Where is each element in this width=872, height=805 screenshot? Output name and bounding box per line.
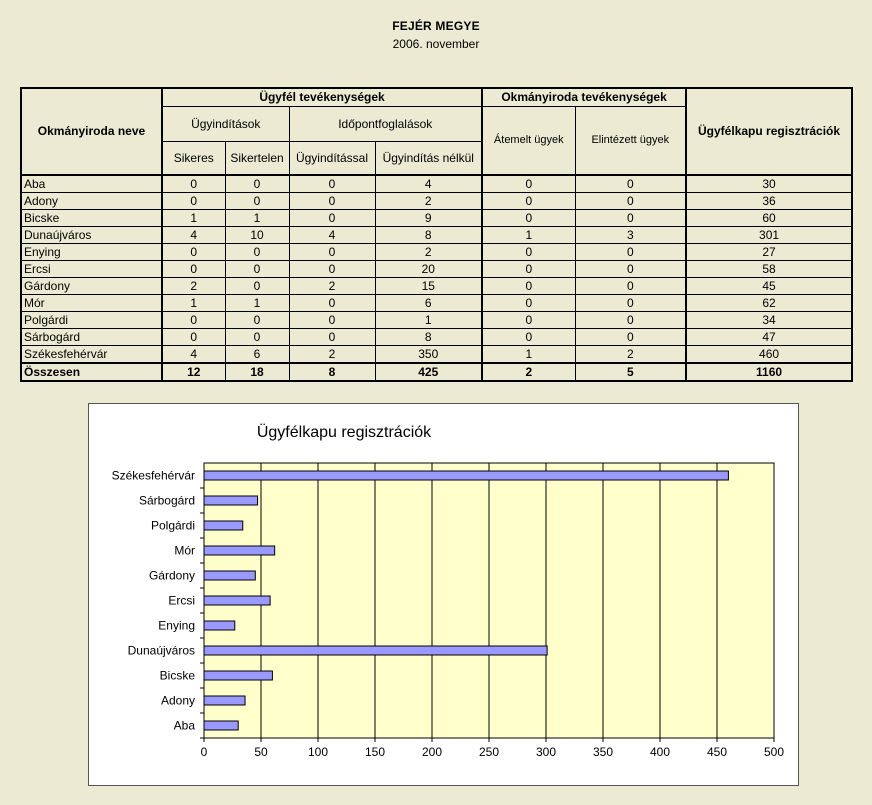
cell-atemelt: 2 bbox=[482, 363, 575, 381]
bar bbox=[204, 471, 728, 480]
cell-nelkul: 15 bbox=[375, 278, 482, 295]
bar bbox=[204, 496, 258, 505]
cell-ugyinditassal: 0 bbox=[289, 312, 375, 329]
cell-nelkul: 1 bbox=[375, 312, 482, 329]
y-category-label: Aba bbox=[173, 718, 195, 733]
cell-elintezett: 0 bbox=[575, 261, 686, 278]
cell-sikertelen: 0 bbox=[225, 193, 289, 210]
cell-kapu: 60 bbox=[686, 210, 852, 227]
x-tick-label: 0 bbox=[200, 745, 208, 759]
cell-atemelt: 0 bbox=[482, 295, 575, 312]
bar bbox=[204, 696, 245, 705]
cell-sikeres: 0 bbox=[162, 312, 225, 329]
cell-elintezett: 2 bbox=[575, 346, 686, 364]
sub-header-ugyinditas: Ügyindítások bbox=[162, 107, 289, 142]
chart-panel bbox=[88, 403, 799, 786]
bar bbox=[204, 621, 235, 630]
table-row bbox=[21, 244, 852, 261]
cell-office-name: Ercsi bbox=[21, 261, 162, 278]
registrations-bar-chart bbox=[89, 404, 798, 785]
cell-ugyinditassal: 0 bbox=[289, 295, 375, 312]
cell-kapu: 301 bbox=[686, 227, 852, 244]
table-row bbox=[21, 295, 852, 312]
cell-sikertelen: 10 bbox=[225, 227, 289, 244]
cell-elintezett: 0 bbox=[575, 278, 686, 295]
table-row bbox=[21, 193, 852, 210]
cell-elintezett: 0 bbox=[575, 244, 686, 261]
table-row bbox=[21, 278, 852, 295]
x-tick-label: 200 bbox=[421, 745, 443, 759]
cell-kapu: 460 bbox=[686, 346, 852, 364]
cell-nelkul: 9 bbox=[375, 210, 482, 227]
cell-sikeres: 1 bbox=[162, 210, 225, 227]
cell-atemelt: 0 bbox=[482, 175, 575, 193]
cell-office-name: Sárbogárd bbox=[21, 329, 162, 346]
bar bbox=[204, 571, 255, 580]
table-row bbox=[21, 312, 852, 329]
cell-elintezett: 0 bbox=[575, 210, 686, 227]
y-category-label: Ercsi bbox=[168, 593, 195, 608]
cell-office-name: Bicske bbox=[21, 210, 162, 227]
cell-office-name: Gárdony bbox=[21, 278, 162, 295]
cell-atemelt: 0 bbox=[482, 210, 575, 227]
col-header-elintezett: Elintézett ügyek bbox=[575, 107, 686, 176]
cell-office-name: Adony bbox=[21, 193, 162, 210]
x-tick-label: 500 bbox=[763, 745, 785, 759]
table-row bbox=[21, 175, 852, 193]
cell-atemelt: 0 bbox=[482, 329, 575, 346]
y-category-label: Mór bbox=[174, 543, 195, 558]
cell-sikeres: 0 bbox=[162, 244, 225, 261]
cell-sikertelen: 0 bbox=[225, 329, 289, 346]
bar bbox=[204, 646, 547, 655]
y-category-label: Dunaújváros bbox=[127, 643, 195, 658]
cell-ugyinditassal: 2 bbox=[289, 278, 375, 295]
sub-header-idopont: Időpontfoglalások bbox=[289, 107, 482, 142]
y-category-label: Adony bbox=[160, 693, 195, 708]
col-header-sikertelen: Sikertelen bbox=[225, 142, 289, 176]
cell-elintezett: 0 bbox=[575, 295, 686, 312]
cell-office-name: Aba bbox=[21, 175, 162, 193]
cell-nelkul: 8 bbox=[375, 227, 482, 244]
x-tick-label: 50 bbox=[254, 745, 268, 759]
cell-sikeres: 0 bbox=[162, 193, 225, 210]
report-subtitle: 2006. november bbox=[392, 37, 480, 51]
bar bbox=[204, 596, 270, 605]
cell-sikeres: 0 bbox=[162, 329, 225, 346]
table-row bbox=[21, 346, 852, 364]
cell-office-name: Dunaújváros bbox=[21, 227, 162, 244]
bar bbox=[204, 521, 243, 530]
cell-ugyinditassal: 0 bbox=[289, 329, 375, 346]
cell-atemelt: 1 bbox=[482, 227, 575, 244]
cell-ugyinditassal: 0 bbox=[289, 175, 375, 193]
x-tick-label: 350 bbox=[592, 745, 614, 759]
cell-sikertelen: 0 bbox=[225, 261, 289, 278]
cell-elintezett: 3 bbox=[575, 227, 686, 244]
cell-sikeres: 4 bbox=[162, 346, 225, 364]
x-tick-label: 300 bbox=[535, 745, 557, 759]
cell-sikertelen: 0 bbox=[225, 244, 289, 261]
cell-atemelt: 0 bbox=[482, 193, 575, 210]
cell-atemelt: 0 bbox=[482, 244, 575, 261]
cell-office-name: Összesen bbox=[21, 363, 162, 381]
cell-kapu: 1160 bbox=[686, 363, 852, 381]
x-tick-label: 100 bbox=[307, 745, 329, 759]
col-header-nelkul: Ügyindítás nélkül bbox=[375, 142, 482, 176]
y-category-label: Sárbogárd bbox=[138, 493, 195, 508]
cell-nelkul: 8 bbox=[375, 329, 482, 346]
cell-sikertelen: 1 bbox=[225, 295, 289, 312]
cell-ugyinditassal: 4 bbox=[289, 227, 375, 244]
cell-office-name: Polgárdi bbox=[21, 312, 162, 329]
cell-sikeres: 12 bbox=[162, 363, 225, 381]
table-row bbox=[21, 261, 852, 278]
cell-sikertelen: 0 bbox=[225, 175, 289, 193]
cell-elintezett: 0 bbox=[575, 312, 686, 329]
statistics-table bbox=[20, 87, 853, 382]
cell-sikertelen: 6 bbox=[225, 346, 289, 364]
y-category-label: Polgárdi bbox=[150, 518, 195, 533]
cell-kapu: 30 bbox=[686, 175, 852, 193]
col-header-atemelt: Átemelt ügyek bbox=[482, 107, 575, 176]
cell-kapu: 47 bbox=[686, 329, 852, 346]
y-category-label: Székesfehérvár bbox=[111, 468, 195, 483]
cell-kapu: 58 bbox=[686, 261, 852, 278]
cell-atemelt: 1 bbox=[482, 346, 575, 364]
cell-ugyinditassal: 0 bbox=[289, 261, 375, 278]
cell-kapu: 45 bbox=[686, 278, 852, 295]
x-tick-label: 450 bbox=[706, 745, 728, 759]
cell-kapu: 36 bbox=[686, 193, 852, 210]
cell-sikeres: 2 bbox=[162, 278, 225, 295]
cell-kapu: 62 bbox=[686, 295, 852, 312]
group-header-okmany: Okmányiroda tevékenységek bbox=[482, 88, 686, 107]
x-tick-label: 250 bbox=[478, 745, 500, 759]
cell-sikeres: 0 bbox=[162, 175, 225, 193]
cell-sikertelen: 0 bbox=[225, 278, 289, 295]
cell-nelkul: 2 bbox=[375, 244, 482, 261]
group-header-ugyfel: Ügyfél tevékenységek bbox=[162, 88, 482, 107]
cell-elintezett: 0 bbox=[575, 329, 686, 346]
cell-ugyinditassal: 0 bbox=[289, 210, 375, 227]
cell-sikeres: 0 bbox=[162, 261, 225, 278]
cell-atemelt: 0 bbox=[482, 278, 575, 295]
col-header-ugyinditassal: Ügyindítással bbox=[289, 142, 375, 176]
table-total-row bbox=[21, 363, 852, 381]
cell-nelkul: 2 bbox=[375, 193, 482, 210]
cell-sikeres: 1 bbox=[162, 295, 225, 312]
x-tick-label: 150 bbox=[364, 745, 386, 759]
cell-nelkul: 350 bbox=[375, 346, 482, 364]
cell-elintezett: 5 bbox=[575, 363, 686, 381]
cell-office-name: Enying bbox=[21, 244, 162, 261]
cell-sikertelen: 1 bbox=[225, 210, 289, 227]
cell-sikertelen: 18 bbox=[225, 363, 289, 381]
col-header-kapu: Ügyfélkapu regisztrációk bbox=[686, 88, 852, 175]
col-header-name: Okmányiroda neve bbox=[21, 88, 162, 175]
cell-ugyinditassal: 0 bbox=[289, 193, 375, 210]
chart-title: Ügyfélkapu regisztrációk bbox=[256, 424, 432, 441]
x-tick-label: 400 bbox=[649, 745, 671, 759]
bar bbox=[204, 671, 272, 680]
cell-ugyinditassal: 0 bbox=[289, 244, 375, 261]
cell-nelkul: 20 bbox=[375, 261, 482, 278]
cell-nelkul: 6 bbox=[375, 295, 482, 312]
col-header-sikeres: Sikeres bbox=[162, 142, 225, 176]
bar bbox=[204, 546, 275, 555]
cell-ugyinditassal: 2 bbox=[289, 346, 375, 364]
cell-kapu: 27 bbox=[686, 244, 852, 261]
cell-nelkul: 4 bbox=[375, 175, 482, 193]
table-row bbox=[21, 329, 852, 346]
cell-elintezett: 0 bbox=[575, 175, 686, 193]
bar bbox=[204, 721, 238, 730]
cell-office-name: Mór bbox=[21, 295, 162, 312]
cell-atemelt: 0 bbox=[482, 312, 575, 329]
report-title: FEJÉR MEGYE bbox=[392, 19, 480, 33]
cell-ugyinditassal: 8 bbox=[289, 363, 375, 381]
cell-kapu: 34 bbox=[686, 312, 852, 329]
cell-elintezett: 0 bbox=[575, 193, 686, 210]
cell-sikertelen: 0 bbox=[225, 312, 289, 329]
y-category-label: Enying bbox=[158, 618, 195, 633]
y-category-label: Bicske bbox=[159, 668, 195, 683]
cell-sikeres: 4 bbox=[162, 227, 225, 244]
cell-office-name: Székesfehérvár bbox=[21, 346, 162, 364]
cell-atemelt: 0 bbox=[482, 261, 575, 278]
y-category-label: Gárdony bbox=[148, 568, 195, 583]
table-row bbox=[21, 210, 852, 227]
cell-nelkul: 425 bbox=[375, 363, 482, 381]
table-row bbox=[21, 227, 852, 244]
